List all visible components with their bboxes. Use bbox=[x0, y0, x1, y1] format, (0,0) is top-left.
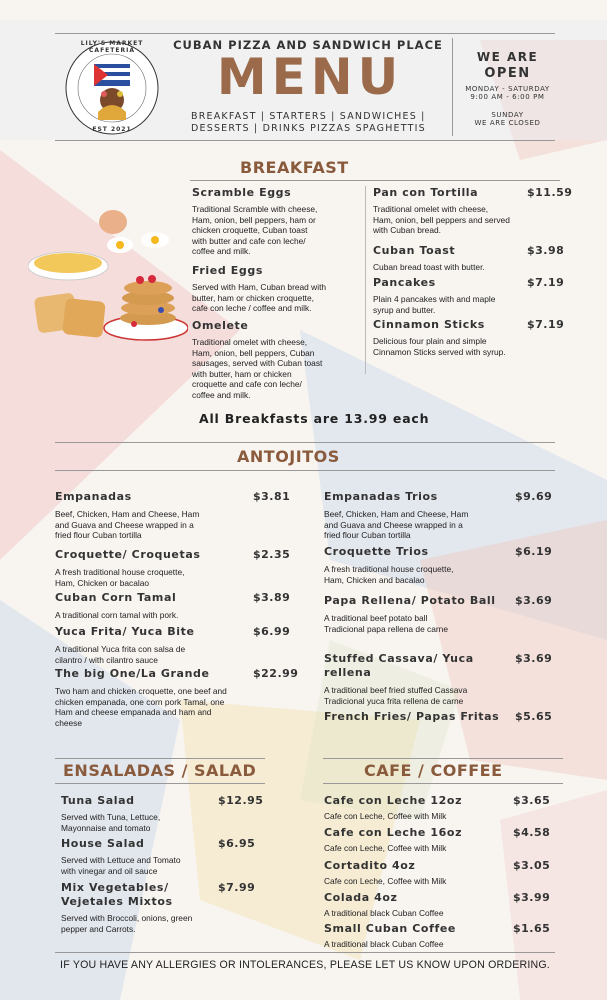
menu-item bbox=[55, 667, 305, 728]
menu-item bbox=[324, 826, 552, 854]
menu-item-description: Cinnamon Sticks served with syrup. bbox=[373, 346, 506, 357]
menu-item-description: A fresh traditional house croquette, bbox=[324, 564, 454, 574]
menu-item bbox=[324, 794, 552, 822]
menu-item-price: $3.65 bbox=[513, 794, 551, 807]
menu-item-description: with Cuban bread. bbox=[373, 225, 441, 236]
menu-item-description: with butter, ham or chicken bbox=[192, 368, 292, 379]
menu-item-description: A traditional corn tamal with pork. bbox=[55, 610, 179, 620]
menu-item-name: House Salad bbox=[61, 837, 145, 850]
menu-item-name: Pancakes bbox=[373, 276, 436, 289]
menu-item bbox=[55, 548, 305, 588]
antojitos-heading: ANTOJITOS bbox=[237, 447, 340, 466]
menu-item-price: $5.65 bbox=[515, 710, 553, 723]
menu-item-price: $3.81 bbox=[253, 490, 291, 503]
menu-item-description: and Guava and Cheese wrapped in a bbox=[55, 519, 194, 530]
menu-item bbox=[324, 545, 556, 585]
menu-item-price: $3.99 bbox=[513, 891, 551, 904]
menu-item-price: $11.59 bbox=[527, 186, 573, 199]
breakfast-price-note: All Breakfasts are 13.99 each bbox=[199, 411, 430, 426]
menu-item-price: $6.19 bbox=[515, 545, 553, 558]
menu-item-description: A traditional black Cuban Coffee bbox=[324, 939, 444, 949]
menu-item-description: cafe con leche / coffee and milk. bbox=[192, 303, 312, 314]
menu-item-price: $7.99 bbox=[218, 881, 256, 894]
menu-item-name: Scramble Eggs bbox=[192, 186, 292, 199]
menu-item-name: Cafe con Leche 12oz bbox=[324, 794, 463, 807]
footer-rule bbox=[55, 952, 555, 953]
menu-item bbox=[55, 625, 305, 665]
salad-bottom-rule bbox=[55, 783, 265, 784]
menu-item-description: with vinegar and oil sauce bbox=[61, 865, 158, 876]
menu-item-description: with butter and cafe con leche/ bbox=[192, 235, 306, 246]
menu-item bbox=[61, 794, 264, 833]
menu-item bbox=[192, 186, 362, 257]
menu-item-name: Cortadito 4oz bbox=[324, 859, 416, 872]
open-label-2: OPEN bbox=[484, 66, 531, 81]
menu-item-price: $3.69 bbox=[515, 652, 553, 665]
menu-item-name: Croquette Trios bbox=[324, 545, 429, 558]
menu-item bbox=[373, 186, 571, 236]
menu-item bbox=[61, 837, 261, 876]
categories-line-2: DESSERTS | DRINKS PIZZAS SPAGHETTIS bbox=[191, 123, 426, 134]
logo-text: LILY'S MARKET CAFETERIA bbox=[80, 40, 144, 54]
menu-item-name: Stuffed Cassava/ Yuca rellena bbox=[324, 652, 474, 679]
menu-item-price: $7.19 bbox=[527, 318, 565, 331]
menu-item-name: Colada 4oz bbox=[324, 891, 398, 904]
menu-item bbox=[324, 891, 552, 919]
menu-item bbox=[373, 318, 571, 357]
menu-item-name: Tuna Salad bbox=[61, 794, 135, 807]
menu-item-description: Served with Broccoli, onions, green bbox=[61, 913, 193, 923]
menu-item-description: Two ham and chicken croquette, one beef and bbox=[55, 686, 227, 696]
menu-item-description: cilantro / with cilantro sauce bbox=[55, 654, 158, 665]
menu-item-price: $1.65 bbox=[513, 922, 551, 935]
menu-item-description: A traditional beef potato ball bbox=[324, 613, 428, 623]
header-bottom-rule bbox=[55, 140, 555, 141]
menu-item bbox=[324, 710, 556, 729]
salad-top-rule bbox=[55, 758, 265, 759]
menu-item-description: Tradicional yuca frita rellena de carne bbox=[324, 695, 464, 706]
menu-item-description: Cafe con Leche, Coffee with Milk bbox=[324, 843, 447, 853]
menu-item-name: Omelete bbox=[192, 319, 249, 332]
menu-item-price: $3.98 bbox=[527, 244, 565, 257]
header-divider bbox=[452, 38, 453, 136]
allergy-notice: IF YOU HAVE ANY ALLERGIES OR INTOLERANCES, PLEASE LET US KNOW UPON ORDERING. bbox=[60, 959, 550, 971]
menu-item-description: and Guava and Cheese wrapped in a bbox=[324, 519, 463, 530]
menu-item-description: A fresh traditional house croquette, bbox=[55, 567, 185, 577]
menu-item bbox=[324, 594, 556, 634]
menu-item-description: Served with Ham, Cuban bread with bbox=[192, 282, 327, 292]
menu-item-description: Ham and cheese empanada and ham and bbox=[55, 707, 212, 718]
menu-item-name: Papa Rellena/ Potato Ball bbox=[324, 594, 496, 607]
menu-item-name: Fried Eggs bbox=[192, 264, 263, 277]
menu-item-description: Traditional omelet with cheese, bbox=[192, 337, 308, 347]
menu-item-description: fried flour Cuban tortilla bbox=[55, 530, 142, 541]
breakfast-column-divider bbox=[365, 186, 366, 374]
menu-item-description: A traditional beef fried stuffed Cassava bbox=[324, 685, 468, 695]
closed-text: WE ARE CLOSED bbox=[474, 119, 541, 127]
menu-item-description: coffee and milk. bbox=[192, 389, 251, 400]
menu-item bbox=[61, 881, 261, 934]
coffee-top-rule bbox=[323, 758, 563, 759]
menu-item-description: Served with Lettuce and Tomato bbox=[61, 855, 181, 865]
breakfast-rule bbox=[190, 180, 560, 181]
breakfast-food-image bbox=[28, 200, 188, 350]
menu-item-price: $6.99 bbox=[253, 625, 291, 638]
menu-item-description: Served with Tuna, Lettuce, bbox=[61, 812, 161, 822]
menu-item bbox=[324, 652, 556, 706]
menu-item-name: Cafe con Leche 16oz bbox=[324, 826, 463, 839]
hours-box bbox=[460, 50, 555, 127]
header-subtitle: CUBAN PIZZA AND SANDWICH PLACE bbox=[173, 38, 443, 52]
menu-item-price: $22.99 bbox=[253, 667, 299, 680]
menu-item-description: Plain 4 pancakes with and maple bbox=[373, 294, 496, 304]
menu-item-name: Cuban Corn Tamal bbox=[55, 591, 177, 604]
menu-item-name: The big One/La Grande bbox=[55, 667, 210, 680]
antojitos-top-rule bbox=[55, 442, 555, 443]
menu-item-description: syrup and butter. bbox=[373, 304, 436, 315]
menu-item-description: coffee and milk. bbox=[192, 246, 251, 257]
open-days: MONDAY - SATURDAY bbox=[465, 85, 550, 93]
breakfast-heading: BREAKFAST bbox=[240, 158, 349, 177]
menu-item-description: Traditional Scramble with cheese, bbox=[192, 204, 318, 214]
menu-item-price: $3.69 bbox=[515, 594, 553, 607]
menu-item-description: pepper and Carrots. bbox=[61, 923, 136, 934]
menu-item-name: Yuca Frita/ Yuca Bite bbox=[55, 625, 195, 638]
menu-item-description: A traditional black Cuban Coffee bbox=[324, 908, 444, 918]
menu-item-price: $9.69 bbox=[515, 490, 553, 503]
menu-item-price: $4.58 bbox=[513, 826, 551, 839]
menu-item bbox=[373, 244, 571, 273]
menu-item-name: Croquette/ Croquetas bbox=[55, 548, 201, 561]
salad-heading: ENSALADAS / SALAD bbox=[63, 761, 257, 780]
logo bbox=[62, 38, 162, 138]
menu-item-description: chicken croquette, Cuban toast bbox=[192, 225, 308, 236]
menu-item-description: Cafe con Leche, Coffee with Milk bbox=[324, 811, 447, 821]
logo-est: EST 2021 bbox=[92, 126, 132, 133]
menu-item-description: Ham, onion, bell peppers, ham or bbox=[192, 214, 316, 225]
menu-item-name: Mix Vegetables/ Vejetales Mixtos bbox=[61, 881, 173, 908]
menu-item-description: Beef, Chicken, Ham and Cheese, Ham bbox=[55, 509, 200, 519]
menu-item-description: Traditional omelet with cheese, bbox=[373, 204, 489, 214]
menu-item bbox=[192, 319, 362, 401]
antojitos-bottom-rule bbox=[55, 470, 555, 471]
open-hours: 9:00 AM - 6:00 PM bbox=[470, 93, 545, 101]
menu-item bbox=[324, 859, 552, 887]
menu-item-price: $6.95 bbox=[218, 837, 256, 850]
menu-item-description: A traditional Yuca frita con salsa de bbox=[55, 644, 186, 654]
menu-item-description: croquette and cafe con leche/ bbox=[192, 379, 302, 390]
menu-item bbox=[55, 490, 305, 541]
menu-item bbox=[324, 490, 556, 541]
menu-item-price: $7.19 bbox=[527, 276, 565, 289]
menu-item-description: Ham, onion, bell peppers, Cuban bbox=[192, 347, 315, 358]
menu-item-description: Delicious four plain and simple bbox=[373, 336, 487, 346]
menu-item-description: Mayonnaise and tomato bbox=[61, 822, 151, 833]
categories-line-1: BREAKFAST | STARTERS | SANDWICHES | bbox=[191, 111, 426, 122]
menu-item-name: Empanadas bbox=[55, 490, 132, 503]
menu-item-description: Ham, Chicken and bacalao bbox=[324, 574, 425, 585]
menu-item-price: $3.89 bbox=[253, 591, 291, 604]
closed-day: SUNDAY bbox=[491, 111, 524, 119]
menu-item-description: chicken empanada, one corn pork Tamal, one bbox=[55, 696, 225, 707]
coffee-bottom-rule bbox=[323, 783, 563, 784]
menu-item-description: Tradicional papa rellena de carne bbox=[324, 623, 448, 634]
menu-item bbox=[192, 264, 362, 314]
menu-item-description: Cafe con Leche, Coffee with Milk bbox=[324, 876, 447, 886]
open-label-1: WE ARE bbox=[476, 50, 539, 64]
menu-item-price: $2.35 bbox=[253, 548, 291, 561]
menu-item-name: Pan con Tortilla bbox=[373, 186, 479, 199]
coffee-heading: CAFE / COFFEE bbox=[364, 761, 503, 780]
menu-item-description: Ham, Chicken or bacalao bbox=[55, 577, 150, 588]
menu-item-description: Cuban bread toast with butter. bbox=[373, 262, 485, 272]
menu-item bbox=[324, 922, 552, 950]
menu-item-name: Cinnamon Sticks bbox=[373, 318, 485, 331]
menu-item-description: butter, ham or chicken croquette, bbox=[192, 292, 314, 303]
menu-item-price: $12.95 bbox=[218, 794, 264, 807]
breakfast-food-illustration bbox=[28, 200, 188, 350]
page-title: MENU bbox=[216, 48, 404, 106]
header-top-rule bbox=[55, 33, 555, 34]
menu-item-name: Small Cuban Coffee bbox=[324, 922, 456, 935]
menu-item-name: French Fries/ Papas Fritas bbox=[324, 710, 500, 723]
menu-item-description: Beef, Chicken, Ham and Cheese, Ham bbox=[324, 509, 469, 519]
menu-item-price: $3.05 bbox=[513, 859, 551, 872]
menu-item-name: Empanadas Trios bbox=[324, 490, 438, 503]
menu-item bbox=[373, 276, 571, 315]
menu-item-description: cheese bbox=[55, 717, 83, 728]
menu-item-description: Ham, onion, bell peppers and served bbox=[373, 214, 510, 225]
menu-item-name: Cuban Toast bbox=[373, 244, 456, 257]
menu-item-description: sausages, served with Cuban toast bbox=[192, 358, 323, 369]
menu-item-description: fried flour Cuban tortilla bbox=[324, 530, 411, 541]
menu-item bbox=[55, 591, 305, 621]
